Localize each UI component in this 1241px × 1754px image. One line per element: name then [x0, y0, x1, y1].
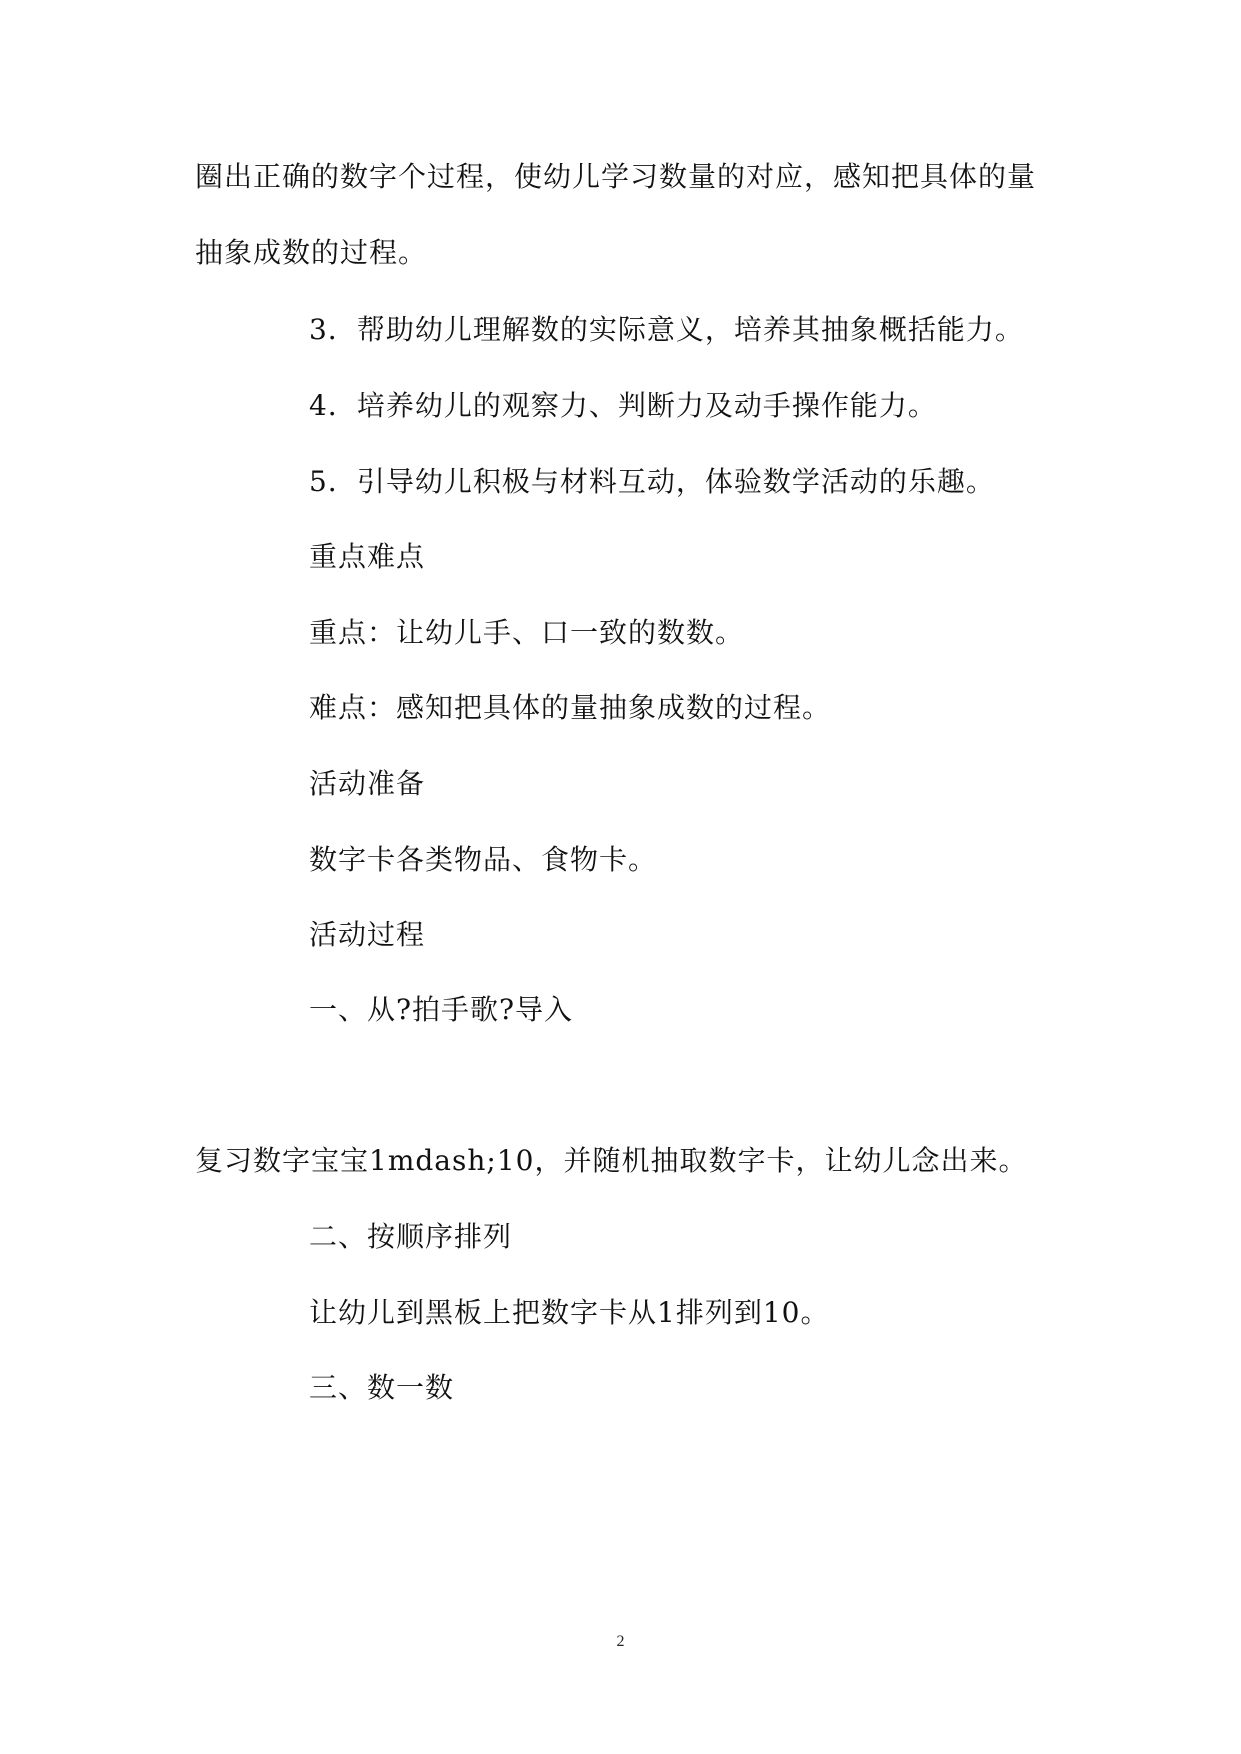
- section-heading-preparation: 活动准备: [309, 767, 426, 800]
- step-1-text: 复习数字宝宝1mdash;10，并随机抽取数字卡，让幼儿念出来。: [195, 1144, 1028, 1177]
- objective-3: 3．帮助幼儿理解数的实际意义，培养其抽象概括能力。: [309, 313, 1024, 346]
- step-3-heading: 三、数一数: [309, 1371, 455, 1404]
- preparation-materials: 数字卡各类物品、食物卡。: [309, 843, 658, 876]
- page-number: 2: [616, 1633, 625, 1650]
- section-heading-key-points: 重点难点: [309, 540, 426, 573]
- key-point: 重点：让幼儿手、口一致的数数。: [309, 616, 745, 649]
- objective-4: 4．培养幼儿的观察力、判断力及动手操作能力。: [309, 389, 937, 422]
- step-1-heading: 一、从?拍手歌?导入: [309, 993, 574, 1026]
- step-2-text: 让幼儿到黑板上把数字卡从1排列到10。: [309, 1296, 830, 1329]
- difficult-point: 难点：感知把具体的量抽象成数的过程。: [309, 691, 832, 724]
- paragraph-continuation-line-1: 圈出正确的数字个过程，使幼儿学习数量的对应，感知把具体的量: [195, 160, 1037, 193]
- objective-5: 5．引导幼儿积极与材料互动，体验数学活动的乐趣。: [309, 465, 995, 498]
- step-2-heading: 二、按顺序排列: [309, 1220, 513, 1253]
- section-heading-process: 活动过程: [309, 918, 426, 951]
- paragraph-continuation-line-2: 抽象成数的过程。: [195, 236, 428, 269]
